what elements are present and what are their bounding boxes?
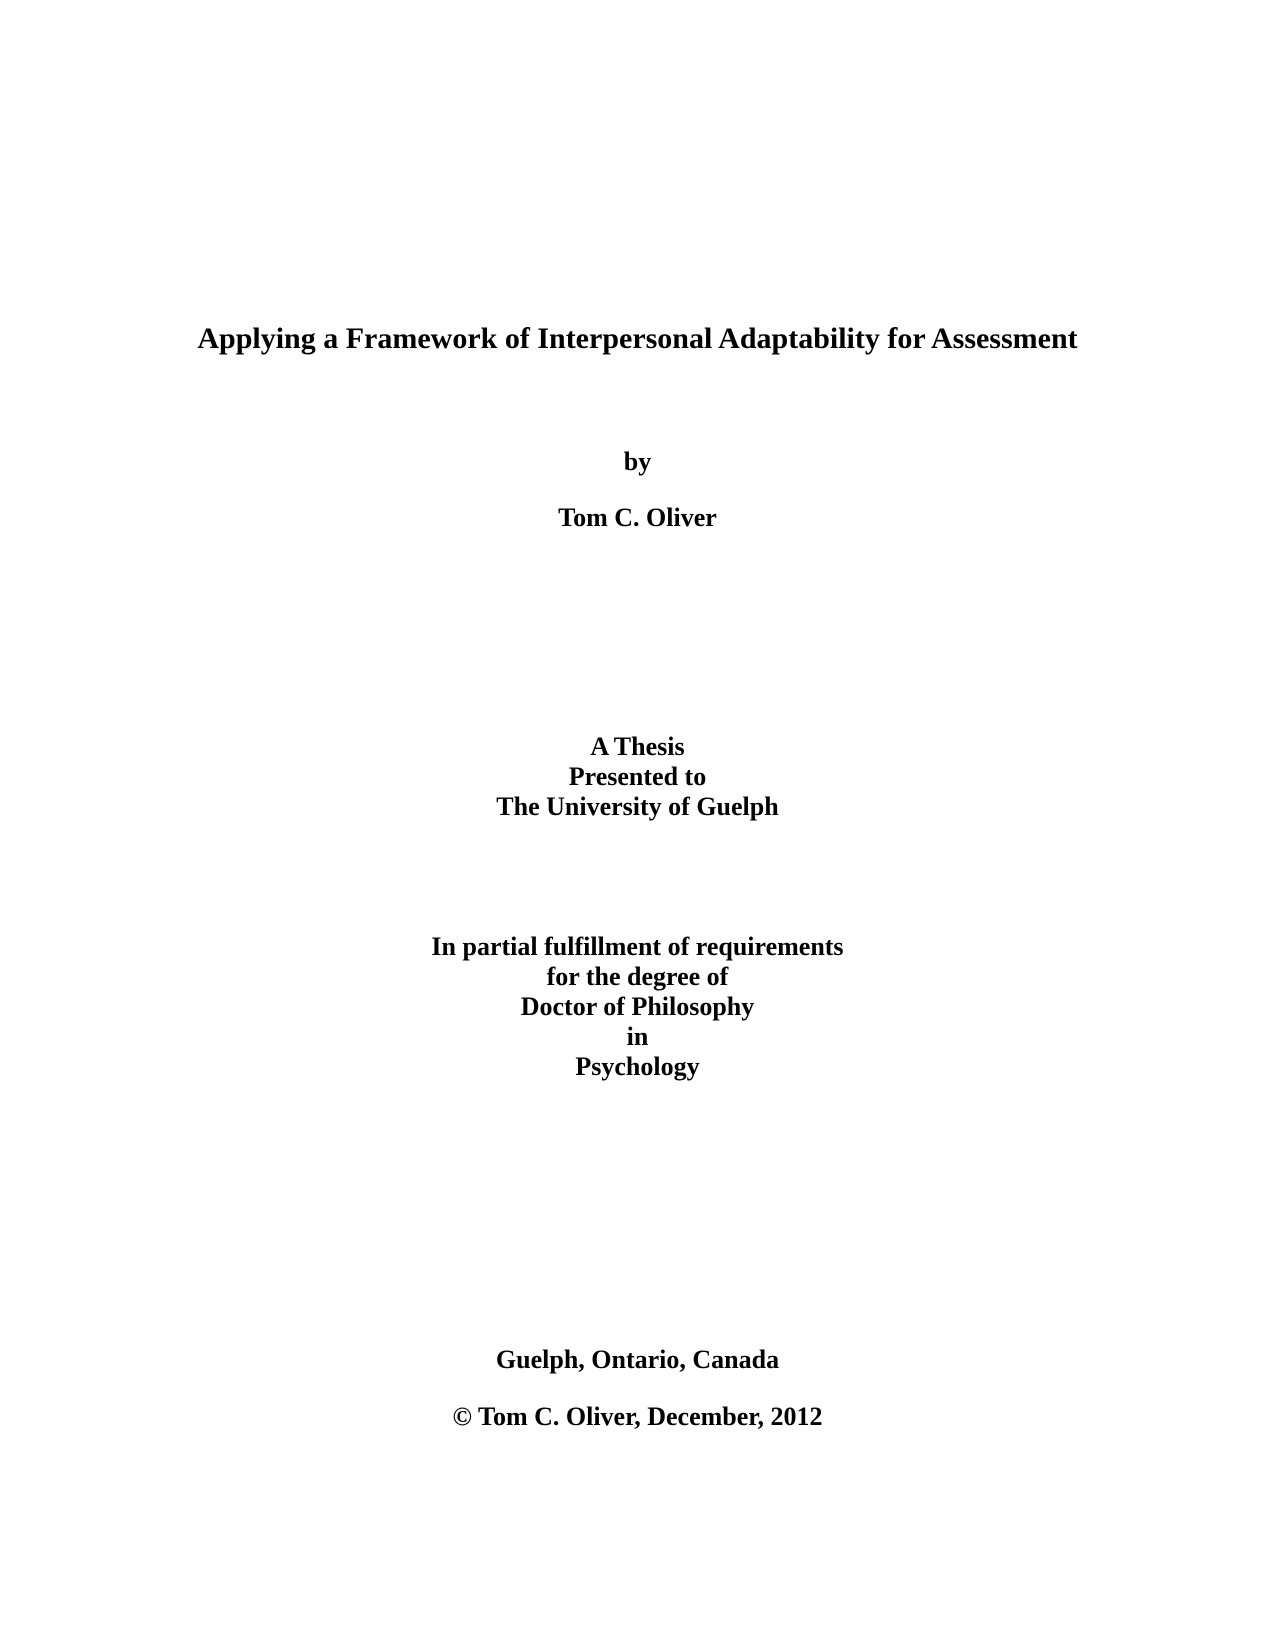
degree-line: Doctor of Philosophy xyxy=(520,992,755,1021)
author-name: Tom C. Oliver xyxy=(558,503,717,532)
in-line: in xyxy=(626,1022,649,1051)
by-label: by xyxy=(623,447,652,476)
location-line: Guelph, Ontario, Canada xyxy=(495,1345,780,1374)
fulfillment-line-2: for the degree of xyxy=(546,962,729,991)
presentation-block xyxy=(0,732,1275,822)
presented-to-line: Presented to xyxy=(568,762,707,791)
fulfillment-line-1: In partial fulfillment of requirements xyxy=(431,932,844,961)
discipline-line: Psychology xyxy=(575,1052,700,1081)
thesis-type-line: A Thesis xyxy=(590,732,685,761)
copyright-line: © Tom C. Oliver, December, 2012 xyxy=(452,1402,823,1431)
university-line: The University of Guelph xyxy=(496,792,779,821)
thesis-title: Applying a Framework of Interpersonal Adaptability for Assessment xyxy=(197,322,1078,355)
fulfillment-block xyxy=(0,932,1275,1082)
